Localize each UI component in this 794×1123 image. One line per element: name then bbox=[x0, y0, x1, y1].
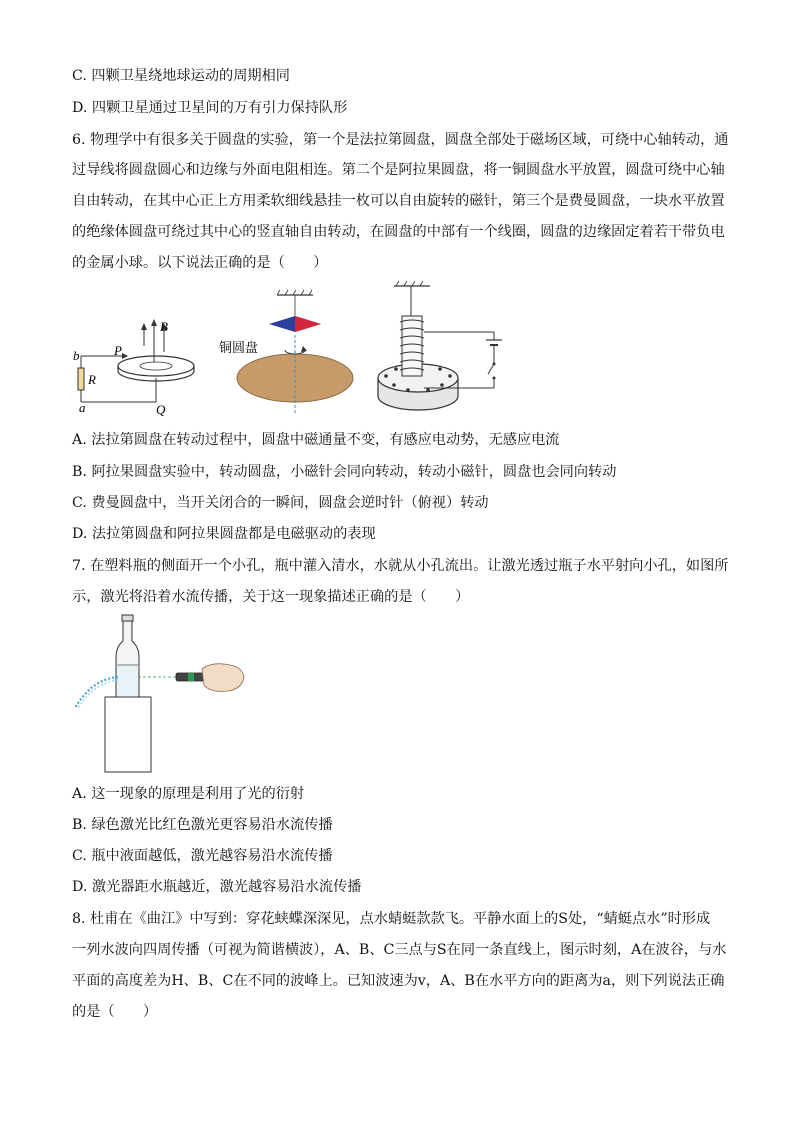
q8-stem-line-3: 平面的高度差为H、B、C在不同的波峰上。已知波速为v，A、B在水平方向的距离为a，则下列说法正确 bbox=[72, 973, 725, 989]
laser-bottle-figure bbox=[72, 615, 257, 775]
q8-stem-line-2: 一列水波向四周传播（可视为简谐横波），A、B、C三点与S在同一条直线上，图示时刻，A在波谷，与水 bbox=[72, 942, 727, 958]
q6-option-c: C. 费曼圆盘中，当开关闭合的一瞬间，圆盘会逆时针（俯视）转动 bbox=[72, 495, 489, 511]
q6-option-a: A. 法拉第圆盘在转动过程中，圆盘中磁通量不变，有感应电动势，无感应电流 bbox=[72, 432, 560, 448]
label-a: a bbox=[79, 400, 86, 415]
q7-stem-line-2: 示，激光将沿着水流传播，关于这一现象描述正确的是（ ） bbox=[72, 589, 470, 605]
q6-stem-line-5: 的金属小球。以下说法正确的是（ ） bbox=[72, 255, 328, 271]
arago-disk-figure bbox=[215, 290, 365, 415]
label-B: B bbox=[160, 319, 168, 334]
q8-stem-line-1: 8. 杜甫在《曲江》中写到：穿花蛱蝶深深见，点水蜻蜓款款飞。平静水面上的S处，“蜻蜓点水”时形成 bbox=[72, 911, 711, 927]
label-b: b bbox=[73, 348, 80, 363]
q5-option-d: D. 四颗卫星通过卫星间的万有引力保持队形 bbox=[72, 100, 348, 116]
faraday-disk-figure bbox=[70, 318, 200, 418]
q5-option-c: C. 四颗卫星绕地球运动的周期相同 bbox=[72, 68, 290, 84]
q6-option-b: B. 阿拉果圆盘实验中，转动圆盘，小磁针会同向转动，转动小磁针，圆盘也会同向转动 bbox=[72, 464, 617, 480]
q6-stem-line-2: 过导线将圆盘圆心和边缘与外面电阻相连。第二个是阿拉果圆盘，将一铜圆盘水平放置，圆盘可绕中心轴 bbox=[72, 162, 725, 178]
label-Q: Q bbox=[156, 402, 166, 417]
q7-stem-line-1: 7. 在塑料瓶的侧面开一个小孔，瓶中灌入清水，水就从小孔流出。让激光透过瓶子水平射向小孔，如图所 bbox=[72, 558, 729, 574]
q8-stem-line-4: 的是（ ） bbox=[72, 1004, 158, 1020]
q6-stem-line-1: 6. 物理学中有很多关于圆盘的实验，第一个是法拉第圆盘，圆盘全部处于磁场区域，可绕中心轴转动，通 bbox=[72, 132, 729, 148]
q6-stem-line-4: 的绝缘体圆盘可绕过其中心的竖直轴自由转动，在圆盘的中部有一个线圈，圆盘的边缘固定着若干带负电 bbox=[72, 224, 725, 240]
q6-stem-line-3: 自由转动，在其中心正上方用柔软细线悬挂一枚可以自由旋转的磁针，第三个是费曼圆盘，一块水平放置 bbox=[72, 193, 725, 209]
q7-option-b: B. 绿色激光比红色激光更容易沿水流传播 bbox=[72, 817, 333, 833]
q6-option-d: D. 法拉第圆盘和阿拉果圆盘都是电磁驱动的表现 bbox=[72, 526, 376, 542]
q7-option-a: A. 这一现象的原理是利用了光的衍射 bbox=[72, 786, 305, 802]
label-R: R bbox=[88, 372, 96, 387]
label-P: P bbox=[114, 343, 122, 358]
feynman-disk-figure bbox=[372, 278, 512, 423]
q7-option-d: D. 激光器距水瓶越近，激光越容易沿水流传播 bbox=[72, 879, 362, 895]
label-copper-disk: 铜圆盘 bbox=[219, 341, 259, 356]
q7-option-c: C. 瓶中液面越低，激光越容易沿水流传播 bbox=[72, 848, 333, 864]
